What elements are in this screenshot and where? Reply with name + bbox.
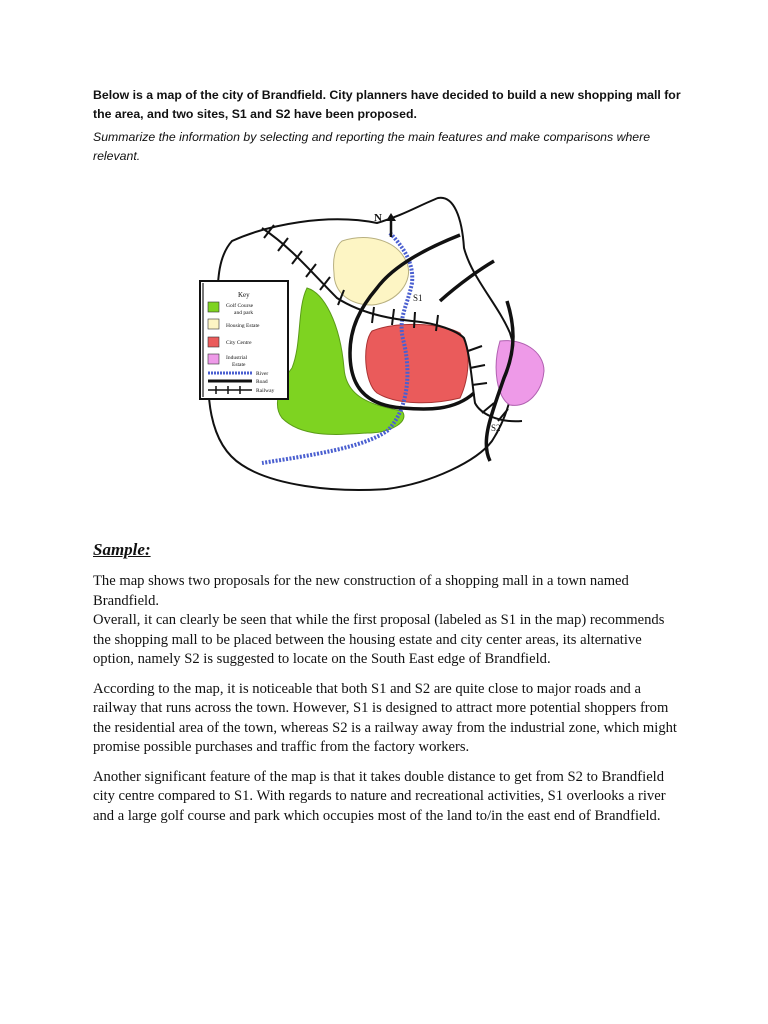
sample-paragraph-3: According to the map, it is noticeable that both S1 and S2 are quite close to major roads and a railway that runs across the town. However, S1 is designed to attract more potential shoppers from the residential area of the town, whereas S2 is a railway away from the industrial zone, which might promise possible purchases and traffic from the factory workers. bbox=[93, 680, 677, 755]
key-city-swatch bbox=[208, 337, 219, 347]
site-s1-label: S1 bbox=[413, 293, 423, 303]
sample-answer bbox=[93, 540, 683, 836]
key-road-label: Road bbox=[256, 379, 268, 385]
map-key bbox=[200, 281, 288, 399]
key-industrial-swatch bbox=[208, 354, 219, 364]
north-label: N bbox=[374, 212, 382, 224]
key-golf-swatch bbox=[208, 302, 219, 312]
sample-paragraph-2: Overall, it can clearly be seen that while the first proposal (labeled as S1 in the map) recommends the shopping mall to be placed between the housing estate and city center areas, its alternative option, namely S2 is suggested to locate on the South East edge of Brandfield. bbox=[93, 612, 665, 667]
brandfield-map bbox=[192, 193, 556, 495]
key-city-label: City Centre bbox=[226, 340, 252, 346]
sample-paragraph-1: The map shows two proposals for the new construction of a shopping mall in a town named Brandfield. bbox=[93, 573, 629, 609]
site-s2-label: S2 bbox=[491, 423, 501, 433]
task-prompt bbox=[93, 86, 693, 166]
city-centre-area bbox=[366, 324, 468, 402]
key-housing-swatch bbox=[208, 319, 219, 329]
key-industrial-label-1: Industrial bbox=[226, 355, 248, 361]
key-railway-label: Railway bbox=[256, 388, 275, 394]
key-golf-label-1: Golf Course bbox=[226, 303, 254, 309]
key-title: Key bbox=[238, 291, 250, 299]
sample-paragraph-4: Another significant feature of the map is that it takes double distance to get from S2 to Brandfield city centre compared to S1. With regards to nature and recreational activities, S1 overlooks a river and a large golf course and park which occupies most of the land to/in the east end of Brandfield. bbox=[93, 768, 666, 824]
key-golf-label-2: and park bbox=[234, 310, 254, 316]
task-title: Below is a map of the city of Brandfield. City planners have decided to build a new shopping mall for the area, and two sites, S1 and S2 have been proposed. bbox=[93, 88, 681, 121]
key-industrial-label-2: Estate bbox=[232, 362, 246, 368]
key-housing-label: Housing Estate bbox=[226, 323, 260, 329]
industrial-estate-area bbox=[496, 341, 544, 406]
task-instruction: Summarize the information by selecting and reporting the main features and make comparisons where relevant. bbox=[93, 130, 651, 163]
key-river-label: River bbox=[256, 371, 269, 377]
sample-heading: Sample: bbox=[93, 540, 151, 559]
